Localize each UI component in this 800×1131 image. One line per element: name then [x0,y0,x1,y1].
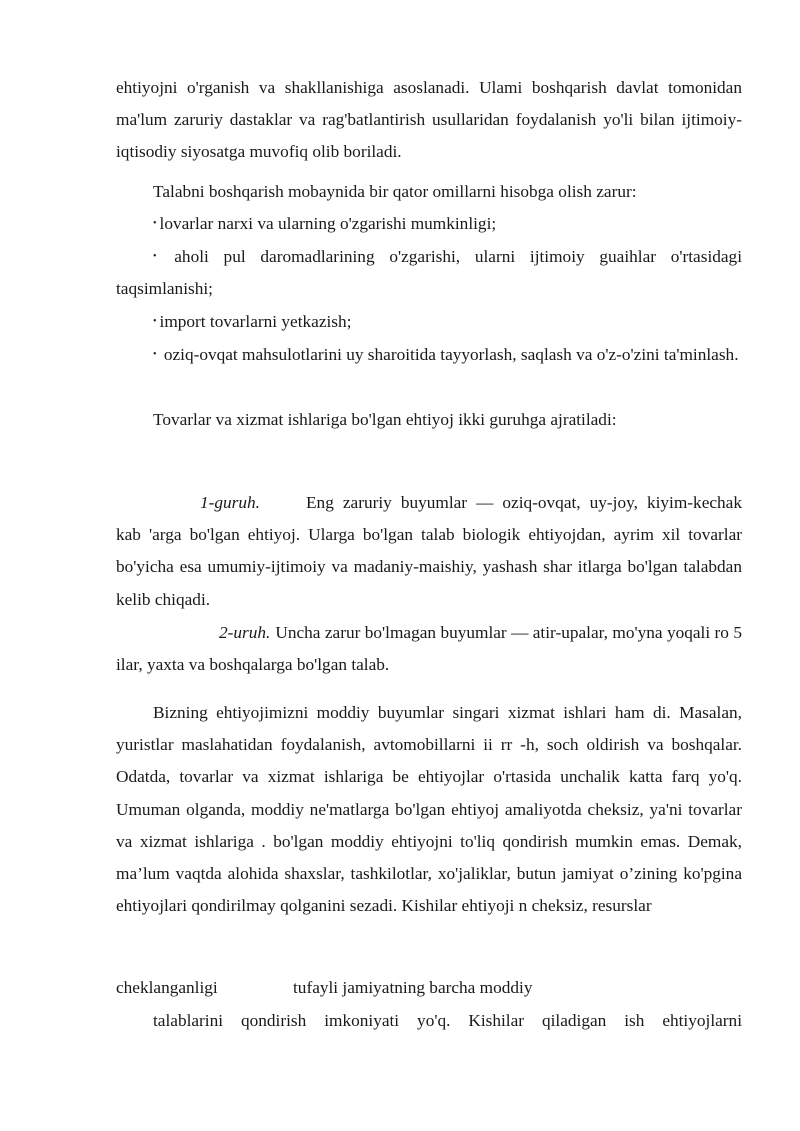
group-1-paragraph [116,487,742,616]
list-item: • import tovarlarni yetkazish; [153,312,352,331]
paragraph-last: talablarini qondirish imkoniyati yo'q. Kishilar qiladigan ish ehtiyojlarni [153,1011,742,1030]
bullet-icon: • [153,316,157,327]
list-item: • oziq-ovqat mahsulotlarini uy sharoitida tayyorlash, saqlash va o'z-o'zini ta'minlash. [153,345,739,364]
group-2-text: Uncha zarur bo'lmagan buyumlar — atir-upalar, mo'yna yoqali ro 5 ilar, yaxta va boshqalarga bo'lgan talab. [116,623,742,675]
group-2-paragraph [116,617,742,681]
group-1-text: Eng zaruriy buyumlar — oziq-ovqat, uy-joy, kiyim-kechak kab 'arga bo'lgan ehtiyoj. Ularga bo'lgan talab biologik ehtiyojdan, ayrim xil tovarlar bo'yicha esa umumiy-ijtimoiy va madaniy-maishiy, yashash shar itlarga bo'lgan talabdan kelib chiqadi. [116,493,742,609]
bullet-icon: • [153,218,157,229]
list-item: • lovarlar narxi va ularning o'zgarishi mumkinligi; [153,214,497,233]
paragraph-services: Bizning ehtiyojimizni moddiy buyumlar singari xizmat ishlari ham di. Masalan, yuristlar maslahatidan foydalanish, avtomobillarni ii rr -h, soch oldirish va boshqalar. Odatda, tovarlar va xizmat ishlariga be ehtiyojlar o'rtasida unchalik katta farq yo'q. Umuman olganda, moddiy ne'matlarga bo'lgan ehtiyoj amaliyotda cheksiz, ya'ni tovarlar va xizmat ishlariga . bo'lgan moddiy ehtiyojni to'liq qondirish mumkin emas. Demak, ma’lum vaqtda alohida shaxslar, tashkilotlar, xo'jaliklar, butun jamiyat o’zining ko'pgina ehtiyojlari qondirilmay qolganini sezadi. Kishilar ehtiyoji n cheksiz, resurslar [116,703,742,916]
bullet-icon: • [153,349,157,360]
paragraph-groups: Tovarlar va xizmat ishlariga bo'lgan ehtiyoj ikki guruhga ajratiladi: [153,410,617,429]
paragraph-intro: ehtiyojni o'rganish va shakllanishiga asoslanadi. Ulami boshqarish davlat tomonidan ma'lum zaruriy dastaklar va rag'batlantirish usullaridan foydalanish yo'li bilan ijtimoiy-iqtisodiy siyosatga muvofiq olib boriladi. [116,78,742,162]
list-item: • aholi pul daromadlarining o'zgarishi, ularni ijtimoiy guaihlar o'rtasidagi taqsimlanishi; [116,247,742,299]
group-1-label: 1-guruh. [200,493,261,512]
group-2-label: 2-uruh. [219,623,271,642]
paragraph-factors: Talabni boshqarish mobaynida bir qator omillarni hisobga olish zarur: [153,182,637,201]
bullet-icon: • [153,251,157,262]
paragraph-services-tail: cheklanganligi tufayli jamiyatning barcha moddiy [116,978,533,997]
